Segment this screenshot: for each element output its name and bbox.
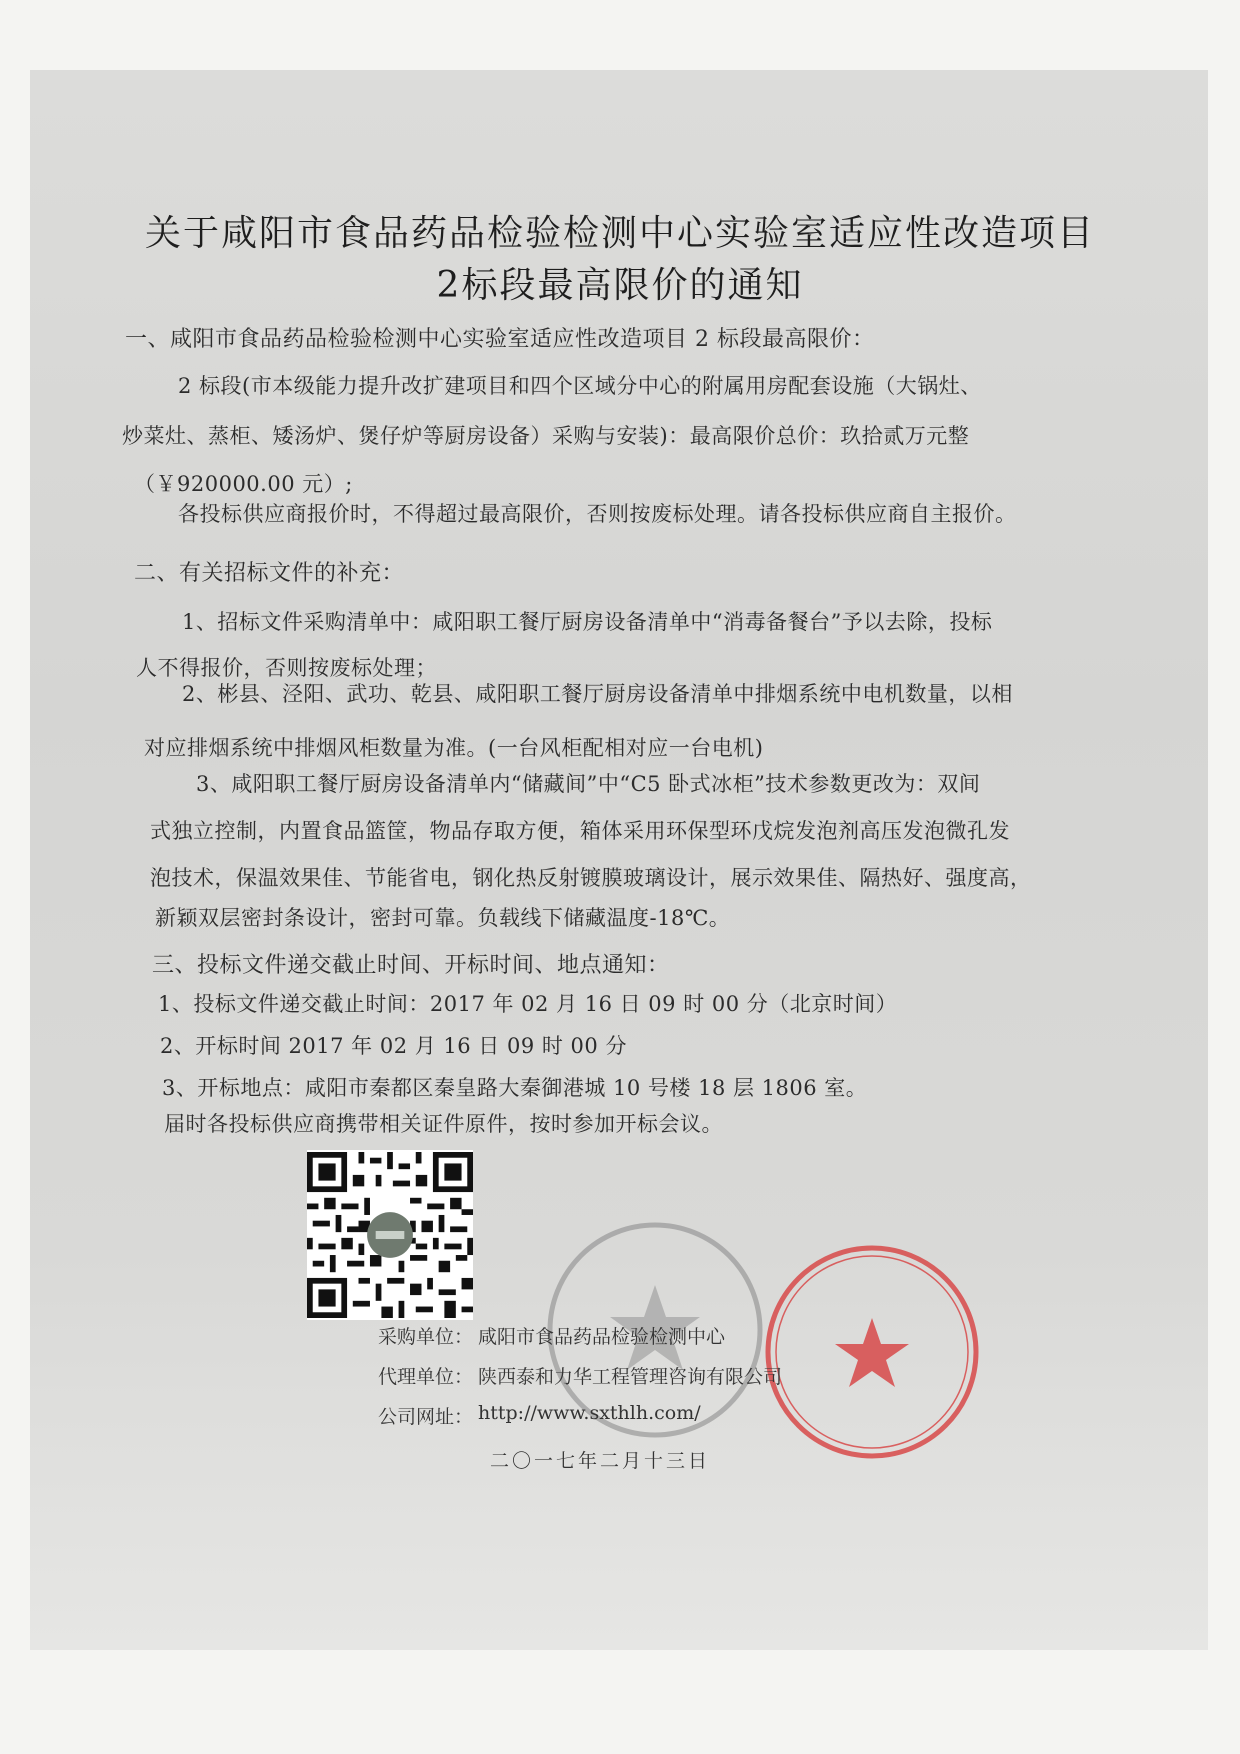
notice-date: 二〇一七年二月十三日 bbox=[490, 1450, 711, 1472]
website-link[interactable]: http://www.sxthlh.com/ bbox=[478, 1402, 701, 1424]
section2-line-6: 式独立控制，内置食品篮筐，物品存取方便，箱体采用环保型环戊烷发泡剂高压发泡微孔发 bbox=[150, 819, 1010, 843]
section2-line-5: 3、咸阳职工餐厅厨房设备清单内“储藏间”中“C5 卧式冰柜”技术参数更改为：双间 bbox=[196, 772, 981, 796]
section2-line-3: 2、彬县、泾阳、武功、乾县、咸阳职工餐厅厨房设备清单中排烟系统中电机数量，以相 bbox=[182, 682, 1013, 706]
agent-name: 陕西泰和力华工程管理咨询有限公司 bbox=[478, 1366, 783, 1388]
section2-line-2: 人不得报价，否则按废标处理； bbox=[136, 656, 437, 680]
section3-line-4: 届时各投标供应商携带相关证件原件，按时参加开标会议。 bbox=[164, 1112, 723, 1136]
section3-line-1: 1、投标文件递交截止时间：2017 年 02 月 16 日 09 时 00 分（北京时间） bbox=[158, 992, 898, 1016]
section1-line-2: 炒菜灶、蒸柜、矮汤炉、煲仔炉等厨房设备）采购与安装)：最高限价总价：玖拾贰万元整 bbox=[122, 424, 970, 448]
qr-code-icon bbox=[307, 1150, 473, 1320]
buyer-name: 咸阳市食品药品检验检测中心 bbox=[478, 1326, 726, 1348]
notice-title-line1: 关于咸阳市食品药品检验检测中心实验室适应性改造项目 bbox=[144, 213, 1095, 254]
agent-label: 代理单位： bbox=[378, 1366, 474, 1388]
section1-heading: 一、咸阳市食品药品检验检测中心实验室适应性改造项目 2 标段最高限价： bbox=[125, 327, 875, 352]
section2-line-8: 新颖双层密封条设计，密封可靠。负载线下储藏温度-18℃。 bbox=[155, 906, 731, 930]
agent-seal-icon bbox=[760, 1240, 985, 1465]
section2-line-4: 对应排烟系统中排烟风柜数量为准。(一台风柜配相对应一台电机) bbox=[144, 736, 764, 760]
notice-title-line2: 2标段最高限价的通知 bbox=[436, 265, 804, 306]
section3-line-3: 3、开标地点：咸阳市秦都区秦皇路大秦御港城 10 号楼 18 层 1806 室。 bbox=[162, 1076, 868, 1100]
section3-heading: 三、投标文件递交截止时间、开标时间、地点通知： bbox=[152, 953, 670, 978]
section3-line-2: 2、开标时间 2017 年 02 月 16 日 09 时 00 分 bbox=[160, 1034, 627, 1058]
website-label: 公司网址： bbox=[378, 1406, 474, 1428]
section2-heading: 二、有关招标文件的补充： bbox=[134, 561, 405, 586]
buyer-label: 采购单位： bbox=[378, 1326, 474, 1348]
section2-line-7: 泡技术，保温效果佳、节能省电，钢化热反射镀膜玻璃设计，展示效果佳、隔热好、强度高， bbox=[150, 866, 1032, 890]
section1-line-4: 各投标供应商报价时，不得超过最高限价，否则按废标处理。请各投标供应商自主报价。 bbox=[178, 502, 1017, 526]
section2-line-1: 1、招标文件采购清单中：咸阳职工餐厅厨房设备清单中“消毒备餐台”予以去除，投标 bbox=[182, 610, 993, 634]
section1-line-3: （￥920000.00 元）; bbox=[134, 472, 353, 496]
section1-line-1: 2 标段(市本级能力提升改扩建项目和四个区域分中心的附属用房配套设施（大锅灶、 bbox=[178, 374, 982, 398]
